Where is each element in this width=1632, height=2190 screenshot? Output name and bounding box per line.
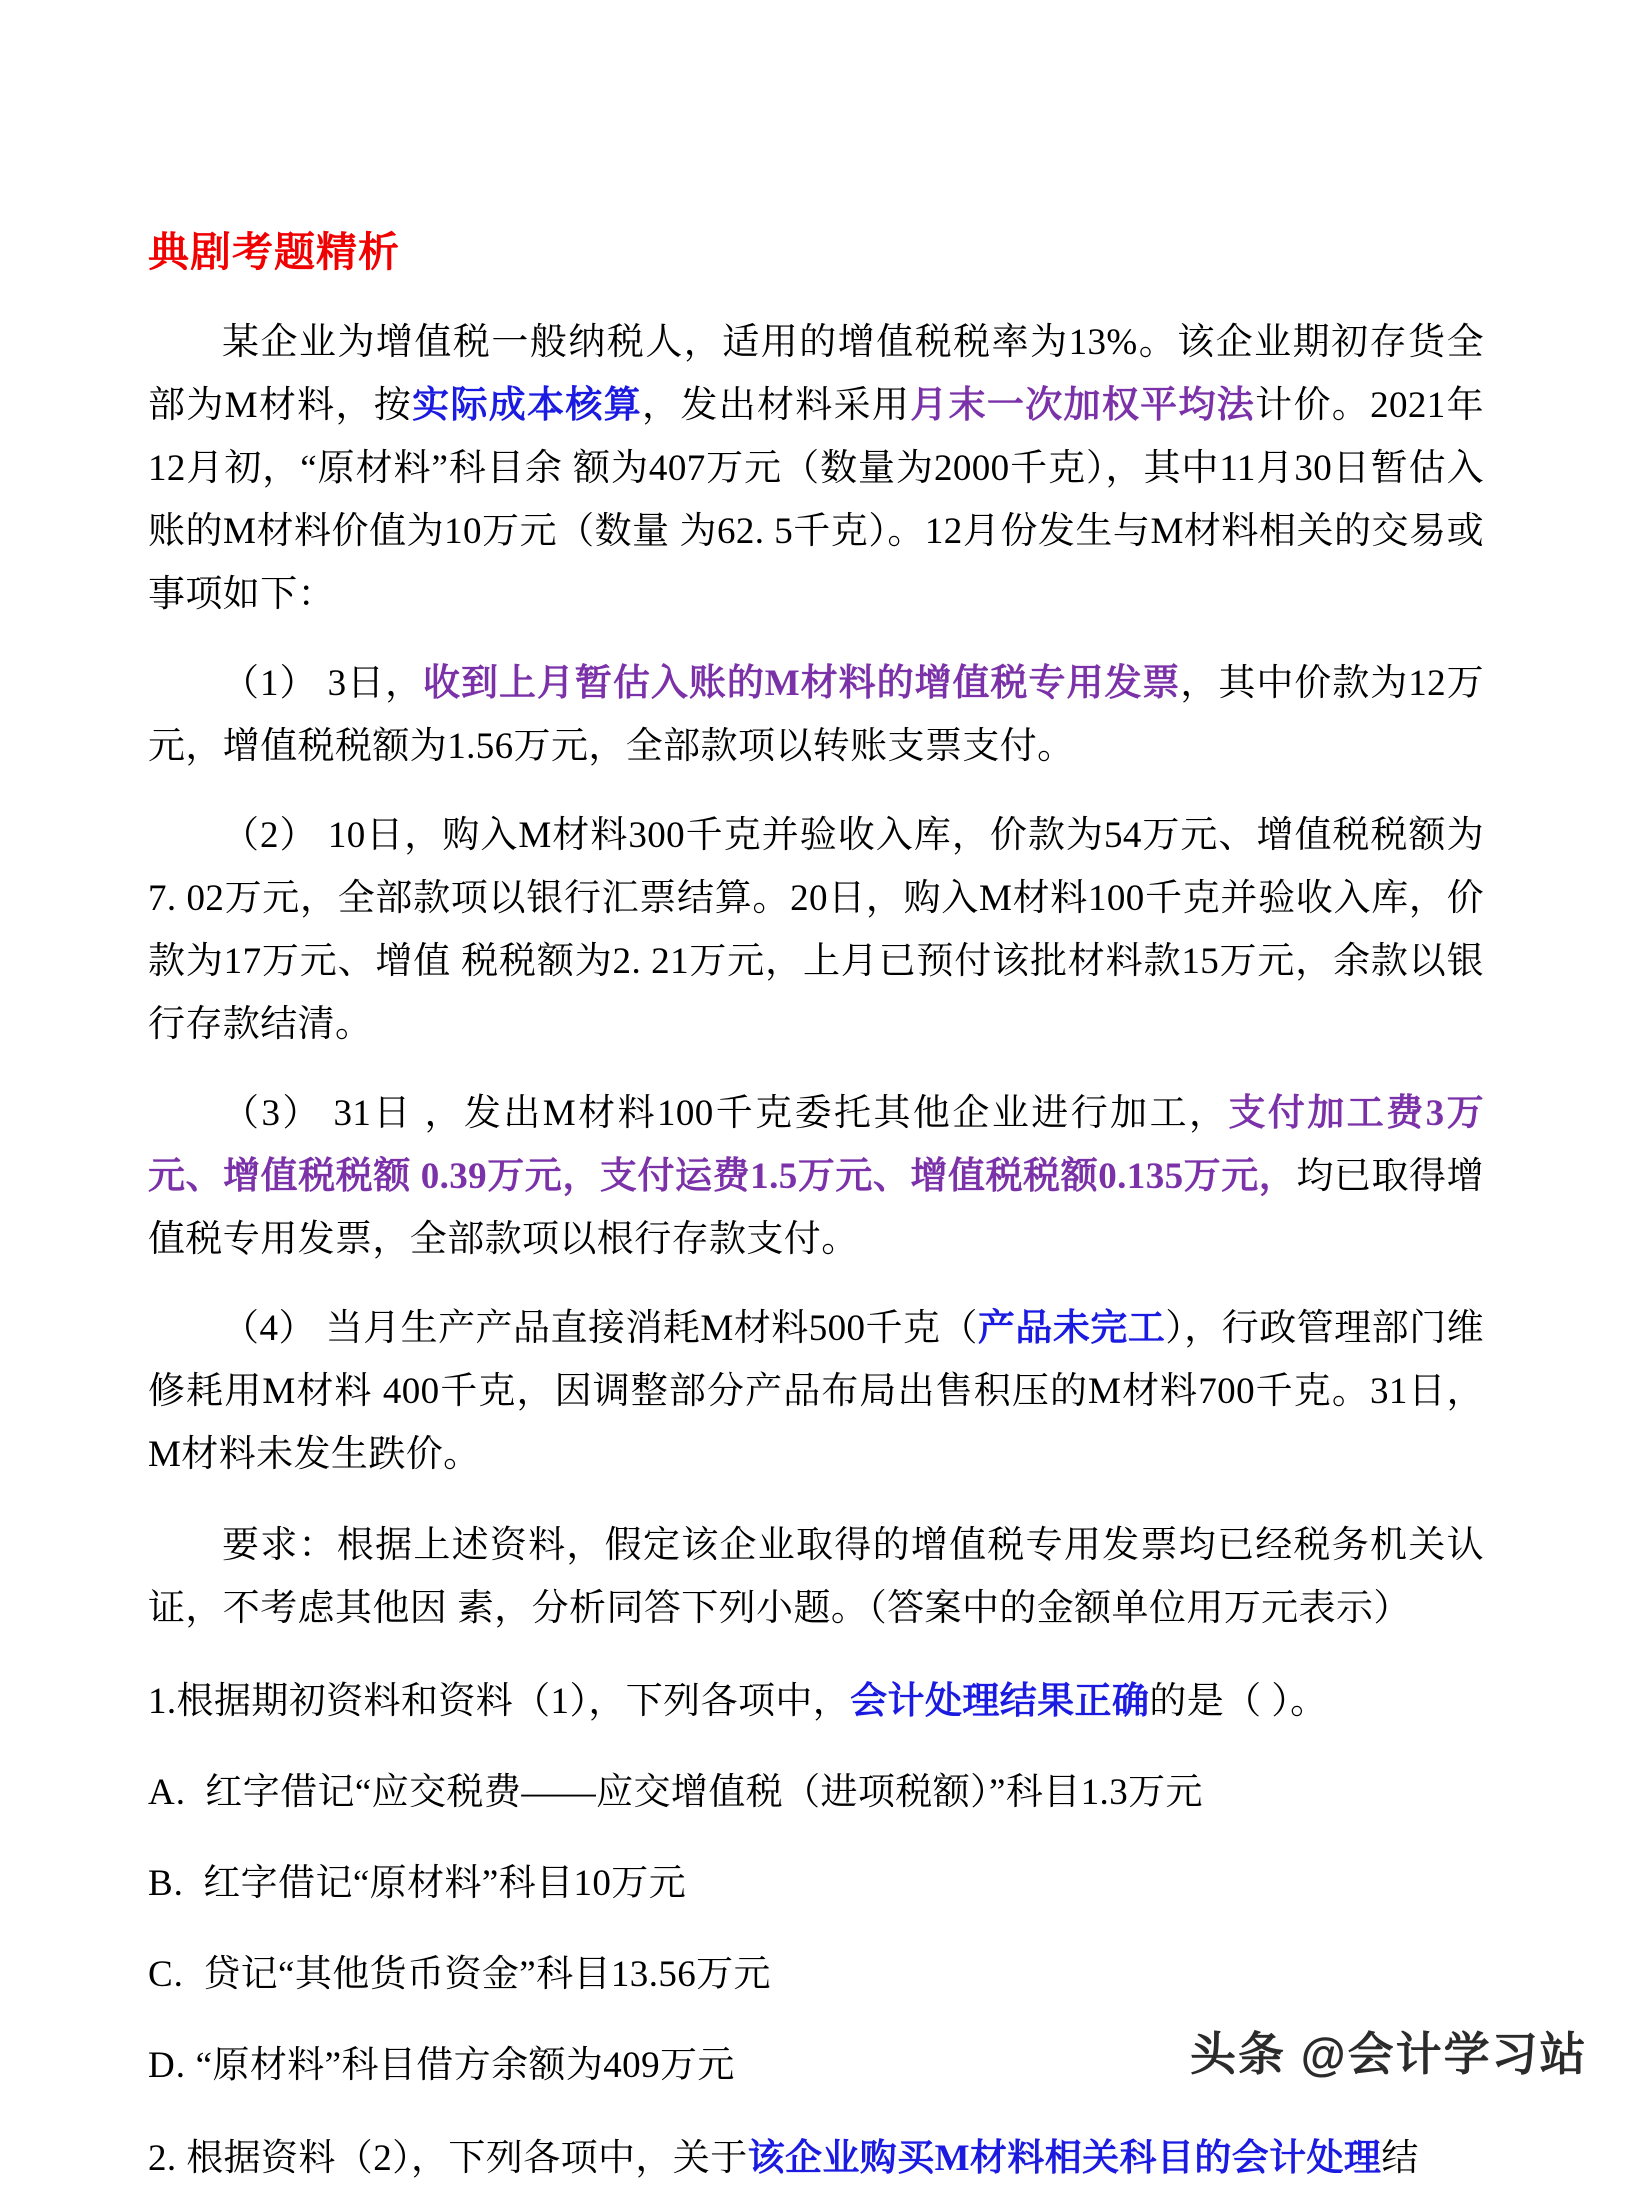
item-1-text-1: （1） 3日， [222,663,424,704]
intro-highlight-purple: 月末一次加权平均法 [910,385,1256,426]
item-1-text-2: ，其中价款为12万元，增值税税额为1.56万元，全部款项以转账支票支付。 [148,663,1484,767]
option-a-text: 红字借记“应交税费——应交增值税（进项税额）”科目1.3万元 [205,1772,1203,1813]
item-1-highlight-purple: 收到上月暂估入账的M材料的增值税专用发票 [423,663,1181,704]
option-b[interactable] [148,1852,1484,1915]
option-d-letter: D. [148,2045,186,2086]
intro-text-1: 某企业为增值税一般纳税人，适用的增值税税率为13%。该企业期初存货全部为M材料，按 [148,322,1484,426]
intro-highlight-blue: 实际成本核算 [412,385,643,426]
item-2-text-1: （2） 10日，购入M材料300千克并验收入库，价款为54万元、增值税税额为7. 02万元，全部款项以银行汇票结算。20日，购入M材料100千克并验收入库，价款为17万元、增值 税税额为2. 21万元，上月已预付该批材料款15万元，余款以银行存款结清。 [148,815,1484,1045]
watermark: 头条 @会计学习站 [1190,2028,1588,2080]
option-a[interactable] [148,1761,1484,1824]
option-d-text: “原材料”科目借方余额为409万元 [195,2045,735,2086]
question-1 [148,1670,1484,1733]
list-item [148,652,1484,778]
option-b-letter: B. [148,1863,184,1904]
list-item [148,1082,1484,1271]
option-c-letter: C. [148,1954,184,1995]
list-item [148,1297,1484,1486]
document-content [148,0,1484,2190]
item-4-highlight-blue: 产品未完工 [977,1308,1166,1349]
item-4-text-1: （4） 当月生产产品直接消耗M材料500千克（ [222,1308,978,1349]
question-1-highlight-blue: 会计处理结果正确 [850,1681,1150,1722]
question-1-text-2: 的是（ ）。 [1149,1681,1328,1722]
intro-text-2: ，发出材料采用 [642,385,911,426]
item-3-highlight-purple: 支付加工费3万元、增值税税额 0.39万元，支付运费1.5万元、增值税税额0.135万元， [148,1093,1484,1197]
option-a-letter: A. [148,1772,186,1813]
question-1-text-1: 1.根据期初资料和资料（1），下列各项中， [148,1681,851,1722]
option-c[interactable] [148,1943,1484,2006]
item-4-text-2: ），行政管理部门维修耗用M材料 400千克，因调整部分产品布局出售积压的M材料700千克。31日，M材料未发生跌价。 [148,1308,1484,1475]
question-2-text-1: 2. 根据资料（2），下列各项中，关于 [148,2138,748,2179]
option-c-text: 贷记“其他货币资金”科目13.56万元 [203,1954,771,1995]
intro-paragraph [148,311,1484,626]
list-item [148,804,1484,1056]
page-title: 典剧考题精析 [148,229,400,275]
question-2-highlight-blue: 该企业购买M材料相关科目的会计处理 [747,2138,1382,2179]
intro-text-3: 计价。2021年12月初，“原材料”科目余 额为407万元（数量为2000千克），其中11月30日暂估入账的M材料价值为10万元（数量 为62. 5千克）。12月份发生与M材料相关的交易或事项如下： [148,385,1484,615]
item-3-text-2: 均已取得增值税专用发票，全部款项以根行存款支付。 [148,1156,1485,1260]
option-b-text: 红字借记“原材料”科目10万元 [203,1863,687,1904]
requirement-paragraph: 要求：根据上述资料，假定该企业取得的增值税专用发票均已经税务机关认证，不考虑其他因 素，分析同答下列小题。（答案中的金额单位用万元表示） [148,1525,1484,1629]
question-2-text-2: 结 [1381,2138,1419,2179]
question-2 [148,2127,1484,2190]
item-3-text-1: （3） 31日 ，发出M材料100千克委托其他企业进行加工， [222,1093,1229,1134]
